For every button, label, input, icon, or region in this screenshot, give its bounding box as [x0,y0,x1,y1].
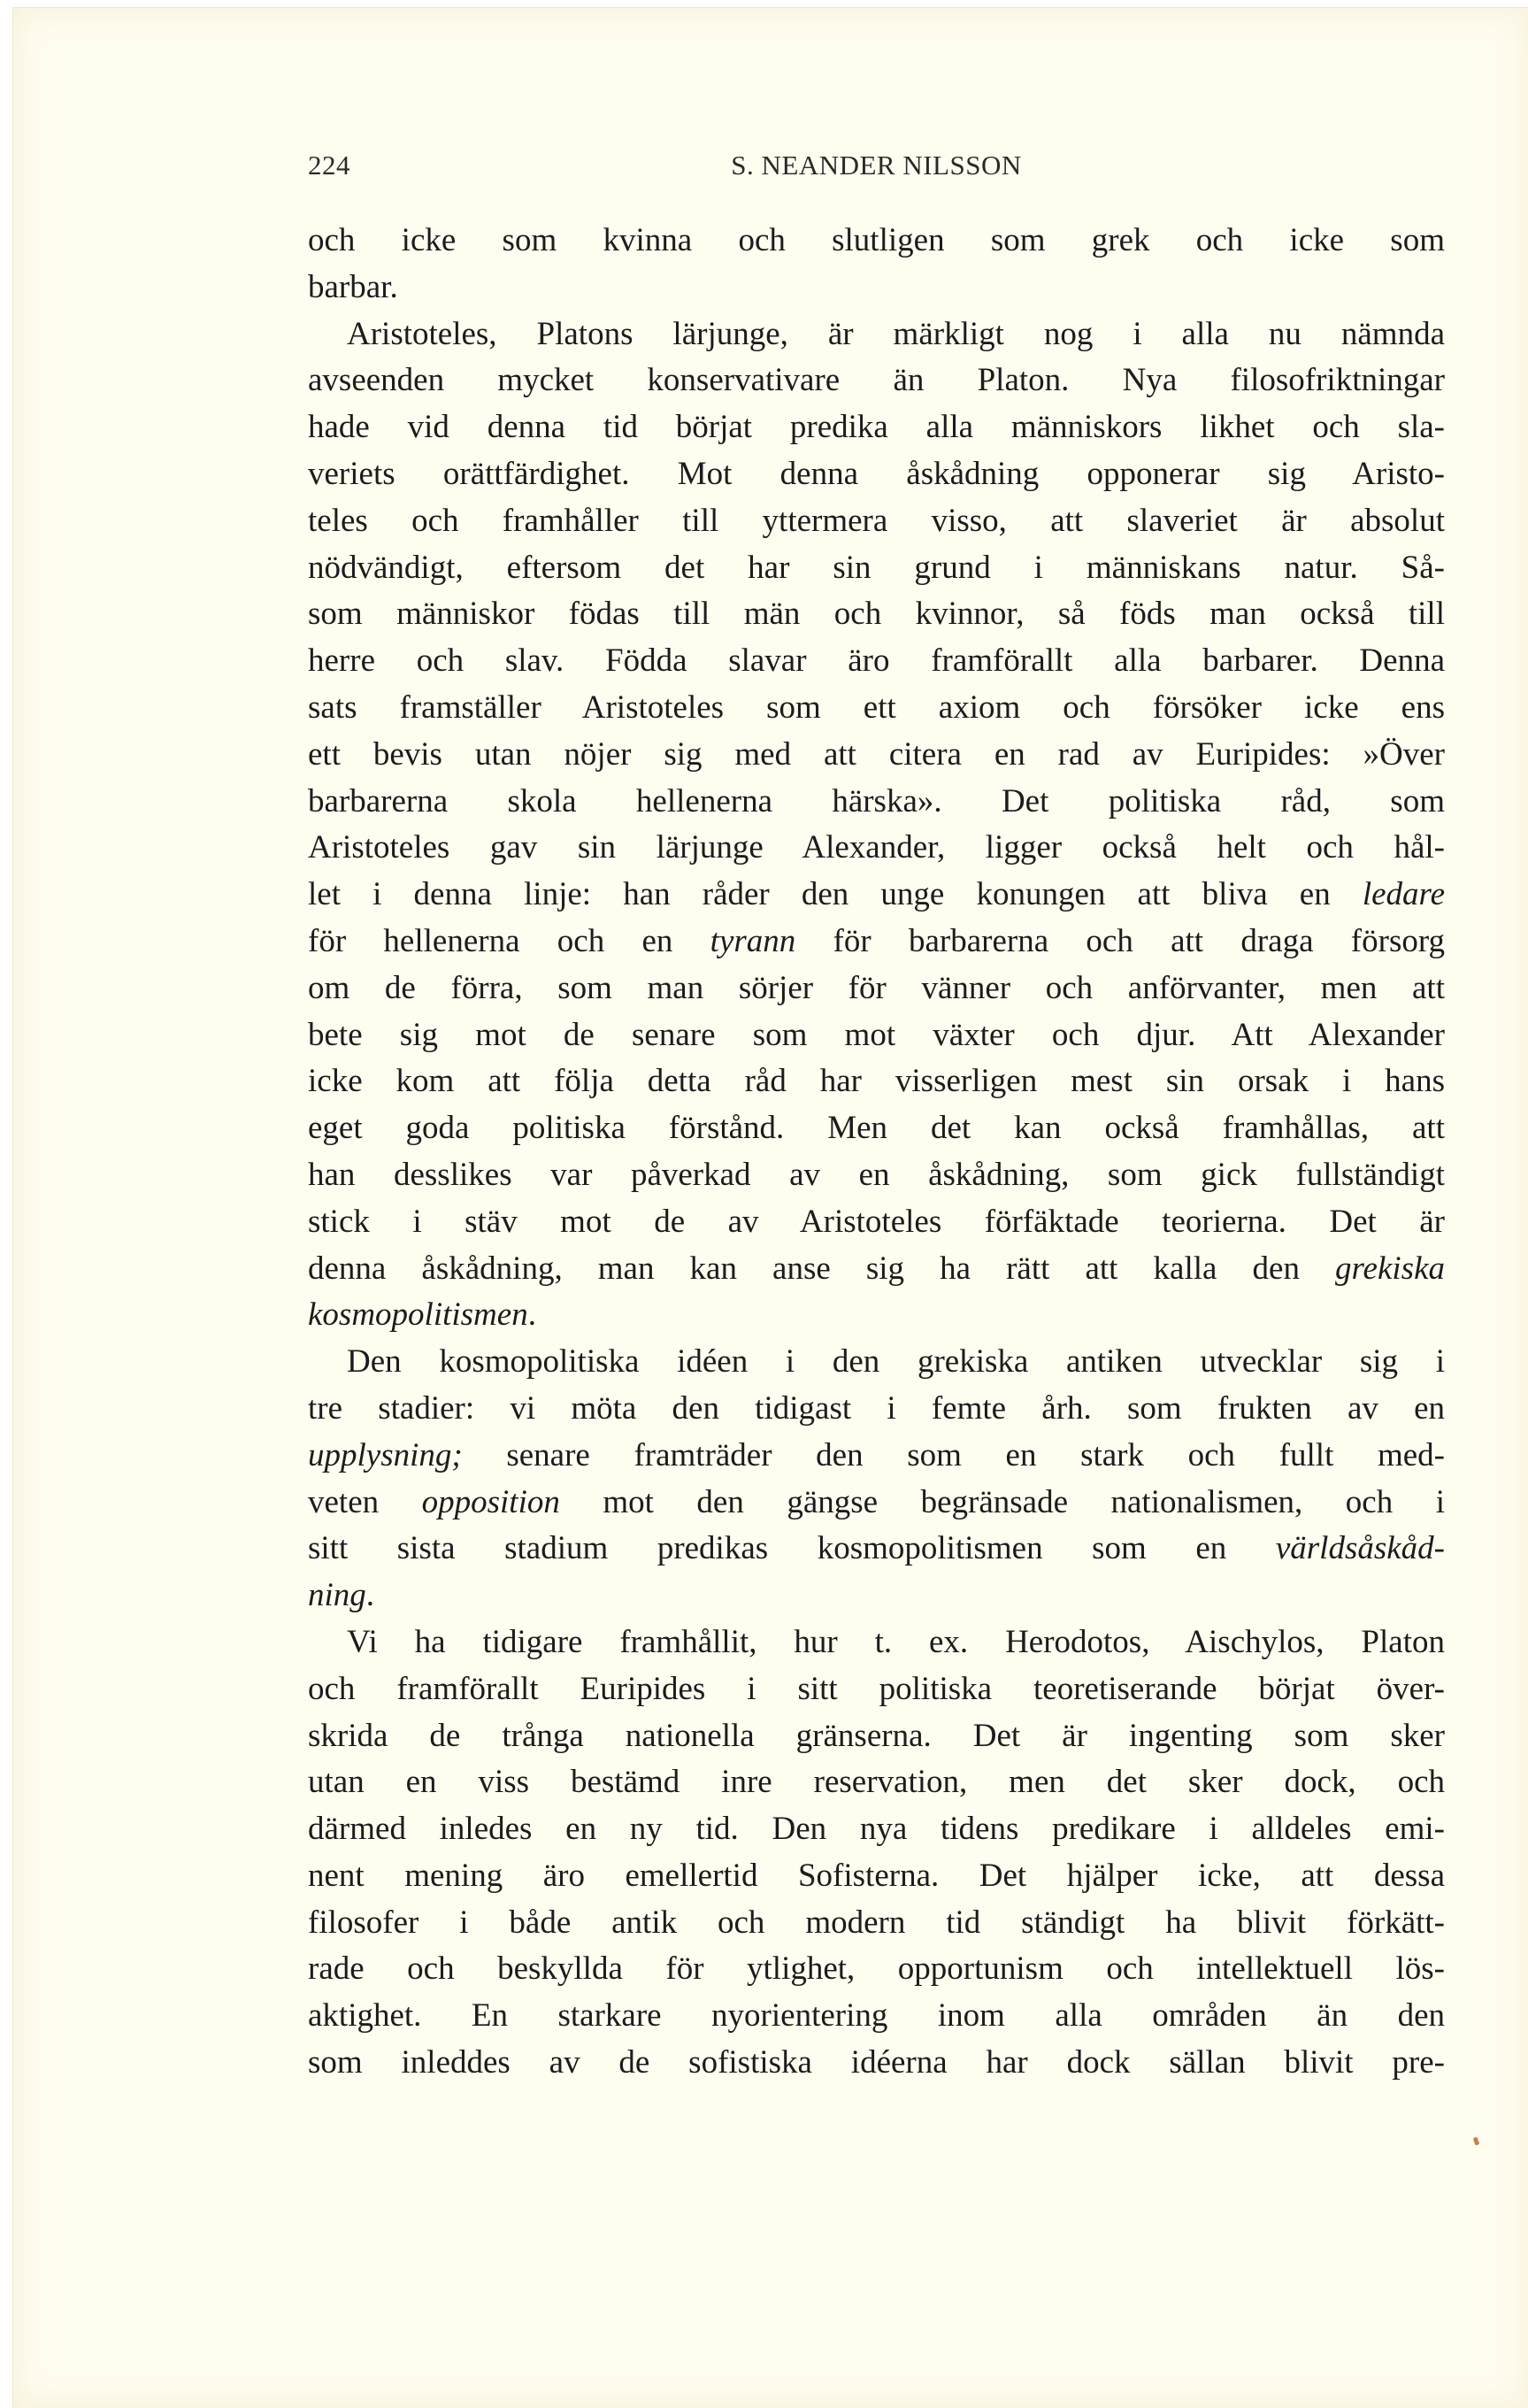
line-text: för hellenerna och en [308,922,710,959]
page-number: 224 [308,150,350,181]
line-text: barbarerna skola hellenerna härska». Det politiska råd, som [308,782,1445,819]
body-text [308,218,1445,2087]
text-line [308,1152,1445,1199]
running-title: S. NEANDER NILSSON [731,150,1022,181]
text-line [308,1806,1445,1853]
text-line [308,1526,1445,1573]
text-line [308,2040,1445,2087]
line-text: avseenden mycket konservativare än Platon. Nya filosofriktningar [308,362,1445,399]
text-line [308,685,1445,732]
line-text: och icke som kvinna och slutligen som grek och icke som [308,222,1445,258]
text-line [308,1246,1445,1293]
line-text: han desslikes var påverkad av en åskådning, som gick fullständigt [308,1156,1445,1193]
line-text: som människor födas till män och kvinnor, så föds man också till [308,596,1445,633]
line-text: barbar. [308,268,398,305]
text-line [308,312,1445,358]
emphasized-term: ning [308,1577,366,1614]
line-text: nent mening äro emellertid Sofisterna. Det hjälper icke, att dessa [308,1857,1445,1894]
line-text: Aristoteles, Platons lärjunge, är märkligt nog i alla nu nämnda [347,315,1445,352]
running-head [308,150,1445,188]
line-text: teles och framhåller till yttermera visso, att slaveriet är absolut [308,502,1445,539]
text-line [308,732,1445,779]
line-text: let i denna linje: han råder den unge konungen att bliva en [308,876,1363,913]
text-line [308,966,1445,1012]
line-text: icke kom att följa detta råd har visserligen mest sin orsak i hans [308,1063,1445,1100]
line-text: skrida de trånga nationella gränserna. Det är ingenting som sker [308,1717,1445,1754]
text-line [308,1339,1445,1386]
line-text: sitt sista stadium predikas kosmopolitismen som en [308,1530,1276,1567]
text-line [308,1292,1445,1339]
line-text: därmed inledes en ny tid. Den nya tidens predikare i alldeles emi- [308,1811,1445,1848]
text-line [308,404,1445,451]
emphasized-term: kosmopolitismen [308,1296,528,1334]
text-line [308,1619,1445,1666]
text-line [308,545,1445,592]
emphasized-term: ledare [1362,876,1445,913]
book-page [12,7,1528,2408]
text-line [308,1433,1445,1480]
line-text: Den kosmopolitiska idéen i den grekiska antiken utvecklar sig i [347,1343,1445,1381]
text-line [308,1199,1445,1246]
line-text: ett bevis utan nöjer sig med att citera en rad av Euripides: »Över [308,735,1445,773]
emphasized-term: upplysning; [308,1436,463,1473]
text-line [308,825,1445,872]
line-text: veten [308,1483,422,1520]
line-text: utan en viss bestämd inre reservation, men det sker dock, och [308,1764,1445,1801]
line-text: veriets orättfärdighet. Mot denna åskådning opponerar sig Aristo- [308,455,1445,492]
text-line [308,218,1445,265]
text-line [308,591,1445,638]
text-line [308,498,1445,545]
line-text: . [365,1577,375,1614]
line-text: rade och beskyllda för ytlighet, opportunism och intellektuell lös- [308,1950,1445,1988]
line-text: hade vid denna tid börjat predika alla människors likhet och sla- [308,409,1445,446]
line-text: sats framställer Aristoteles som ett axiom och försöker icke ens [308,689,1445,726]
emphasized-term: opposition [421,1483,560,1520]
line-text: eget goda politiska förstånd. Men det kan också framhållas, att [308,1110,1445,1147]
text-line [308,358,1445,404]
text-line [308,265,1445,312]
line-text: Aristoteles gav sin lärjunge Alexander, ligger också helt och hål- [308,829,1445,866]
line-text: aktighet. En starkare nyorientering inom alla områden än den [308,1997,1445,2035]
line-text: som inleddes av de sofistiska idéerna har dock sällan blivit pre- [308,2044,1445,2081]
line-text: mot den gängse begränsade nationalismen, och i [559,1483,1445,1520]
line-text: . [527,1296,536,1334]
line-text: om de förra, som man sörjer för vänner och anförvanter, men att [308,969,1445,1006]
text-line [308,1105,1445,1152]
line-text: denna åskådning, man kan anse sig ha rätt att kalla den [308,1250,1336,1287]
paper-blemish [1473,2136,1480,2145]
text-line [308,638,1445,685]
text-line [308,872,1445,919]
text-line [308,1666,1445,1713]
line-text: nödvändigt, eftersom det har sin grund i människans natur. Så- [308,549,1445,586]
text-line [308,1713,1445,1760]
emphasized-term: världsåskåd- [1275,1530,1445,1567]
text-line [308,919,1445,966]
text-line [308,451,1445,498]
text-line [308,1058,1445,1105]
text-line [308,1853,1445,1900]
line-text: och framförallt Euripides i sitt politiska teoretiserande börjat över- [308,1670,1445,1707]
line-text: stick i stäv mot de av Aristoteles förfäktade teorierna. Det är [308,1203,1445,1240]
text-line [308,1759,1445,1806]
text-line [308,1386,1445,1433]
line-text: tre stadier: vi möta den tidigast i femte årh. som frukten av en [308,1389,1445,1427]
text-line [308,1480,1445,1527]
text-line [308,1993,1445,2040]
emphasized-term: tyrann [710,922,796,959]
line-text: filosofer i både antik och modern tid ständigt ha blivit förkätt- [308,1904,1445,1941]
emphasized-term: grekiska [1335,1250,1445,1287]
text-line [308,779,1445,826]
text-line [308,1900,1445,1947]
line-text: senare framträder den som en stark och fullt med- [462,1436,1445,1473]
line-text: bete sig mot de senare som mot växter och djur. Att Alexander [308,1016,1445,1053]
text-line [308,1573,1445,1619]
line-text: Vi ha tidigare framhållit, hur t. ex. Herodotos, Aischylos, Platon [347,1623,1445,1660]
text-line [308,1012,1445,1059]
line-text: för barbarerna och att draga försorg [795,922,1446,959]
line-text: herre och slav. Födda slavar äro framförallt alla barbarer. Denna [308,642,1445,680]
text-line [308,1946,1445,1993]
